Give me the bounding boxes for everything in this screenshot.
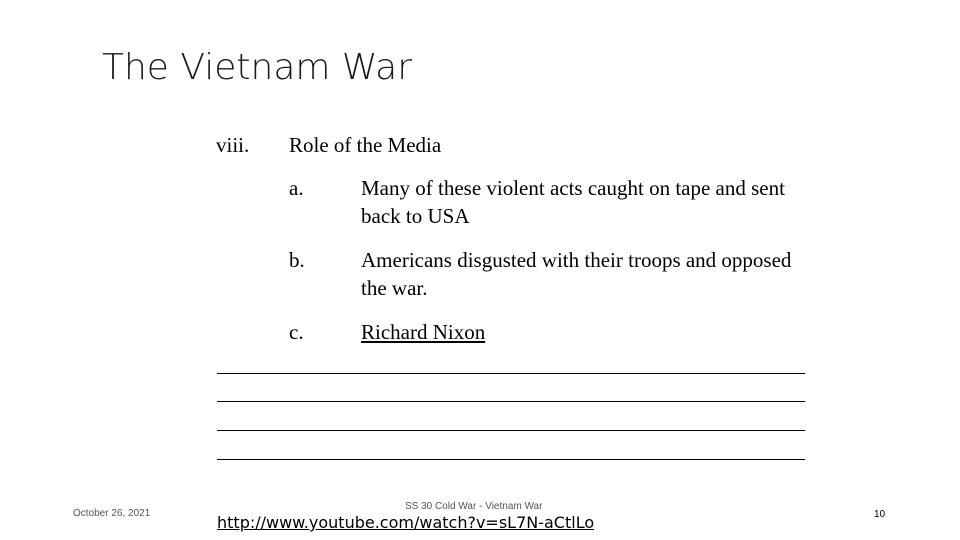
footer-date: October 26, 2021 [73,508,151,519]
item-b-text: Americans disgusted with their troops and opposed the war. [361,248,792,300]
section-marker: viii. [216,133,250,157]
video-link[interactable]: http://www.youtube.com/watch?v=sL7N-aCtlLo [217,513,595,532]
item-c-text: Richard Nixon [361,320,486,344]
section-heading: Role of the Media [289,133,442,157]
slide-title: The Vietnam War [102,47,413,88]
answer-line [217,459,805,460]
page-number: 10 [874,509,886,520]
item-a-marker: a. [289,176,304,200]
item-a-text: Many of these violent acts caught on tape and sent back to USA [361,176,785,228]
answer-line [217,373,805,374]
item-c-marker: c. [289,320,304,344]
item-b-marker: b. [289,248,305,272]
answer-line [217,401,805,402]
footer-center-text: SS 30 Cold War - Vietnam War [405,501,543,512]
answer-line [217,430,805,431]
